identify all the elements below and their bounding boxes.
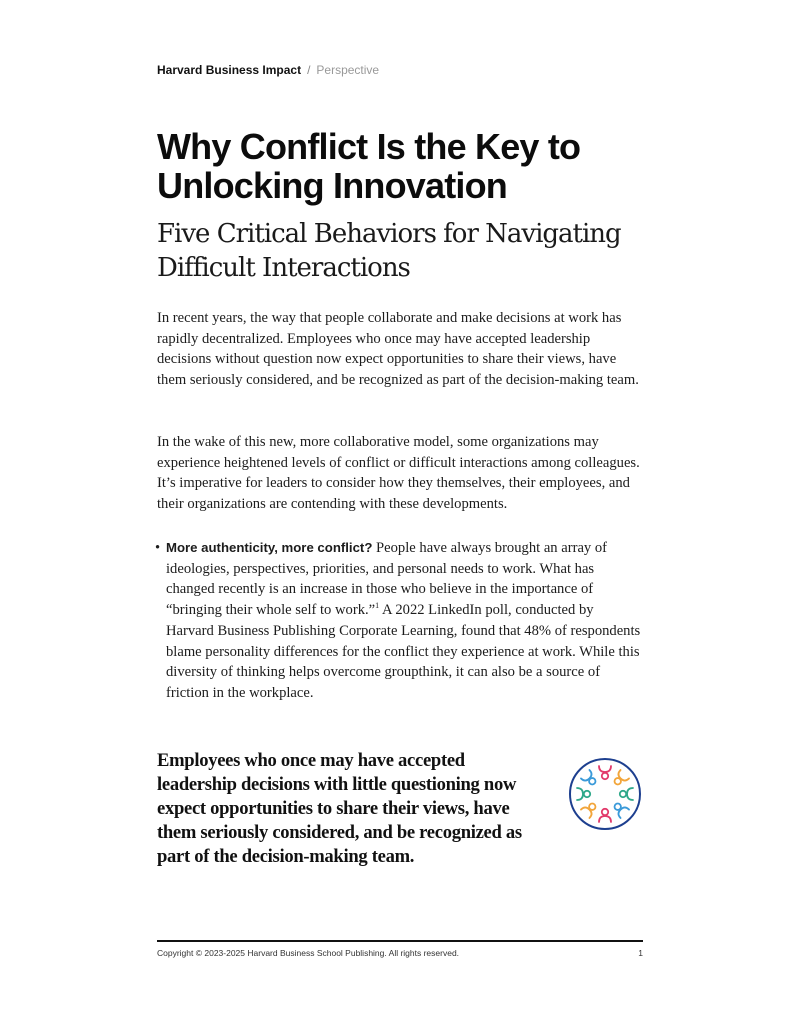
bullet-lead: More authenticity, more conflict? — [166, 540, 373, 555]
emblem-figure-body — [616, 770, 629, 783]
people-circle-icon — [568, 757, 642, 831]
emblem-figure — [581, 800, 599, 818]
emblem-figure-head — [602, 809, 608, 815]
emblem-figure — [611, 800, 629, 818]
emblem-figure-body — [581, 805, 594, 818]
emblem-figure-head — [620, 791, 626, 797]
emblem-figure — [599, 809, 611, 822]
bullet-list — [157, 538, 643, 704]
emblem-figure — [581, 770, 599, 788]
emblem-figure — [611, 770, 629, 788]
emblem-ring — [570, 759, 640, 829]
breadcrumb — [157, 63, 379, 77]
emblem-figure-body — [581, 770, 594, 783]
breadcrumb-brand: Harvard Business Impact — [157, 63, 302, 77]
footnote-marker: 1 — [375, 601, 380, 611]
emblem-figure-body — [599, 816, 611, 822]
breadcrumb-separator: / — [307, 63, 311, 77]
emblem-figure — [577, 788, 590, 800]
article-subtitle: Five Critical Behaviors for Navigating Difficult Interactions — [157, 219, 621, 283]
article-title: Why Conflict Is the Key to Unlocking Innovation — [157, 126, 581, 206]
bullet-text: People have always brought an array of ideologies, perspectives, priorities, and personal needs to work. What has changed recently is an increase in those who believe in the importance of “bringing their whole self to work.” — [166, 540, 608, 619]
emblem-figure-body — [599, 766, 611, 772]
body-paragraph: In the wake of this new, more collaborative model, some organizations may experience heightened levels of conflict or difficult interactions among colleagues. It’s imperative for leaders to consider how they themselves, their employees, and their organizations are contending with these developments. — [157, 434, 640, 513]
emblem-figure-head — [602, 773, 608, 779]
bullet-dot: • — [155, 540, 161, 556]
breadcrumb-section: Perspective — [316, 63, 380, 77]
emblem-figure-body — [627, 788, 633, 800]
page-number: 1 — [638, 948, 643, 958]
emblem-figure-body — [616, 805, 629, 818]
emblem-figure-head — [584, 791, 590, 797]
emblem-figure — [620, 788, 633, 800]
footer-divider — [157, 940, 643, 942]
pull-quote: Employees who once may have accepted leadership decisions with little questioning now expect opportunities to share their views, have them seriously considered, and be recognized as part of the decision-making team. — [157, 750, 522, 868]
emblem-figure-body — [577, 788, 583, 800]
bullet-text-continued: A 2022 LinkedIn poll, conducted by Harvard Business Publishing Corporate Learning, found that 48% of respondents blame personality differences for the conflict they experience at work. While this diversity of thinking helps overcome groupthink, it can also be a source of friction in the workplace. — [166, 602, 641, 701]
footer-copyright: Copyright © 2023-2025 Harvard Business School Publishing. All rights reserved. — [157, 948, 460, 958]
body-paragraph: In recent years, the way that people collaborate and make decisions at work has rapidly decentralized. Employees who once may have accepted leadership decisions without question now expect opportunities to share their views, have them seriously considered, and be recognized as part of the decision-making team. — [157, 310, 639, 389]
emblem-figure — [599, 766, 611, 779]
bullet-item — [157, 538, 643, 704]
emblem-figures — [577, 766, 633, 822]
